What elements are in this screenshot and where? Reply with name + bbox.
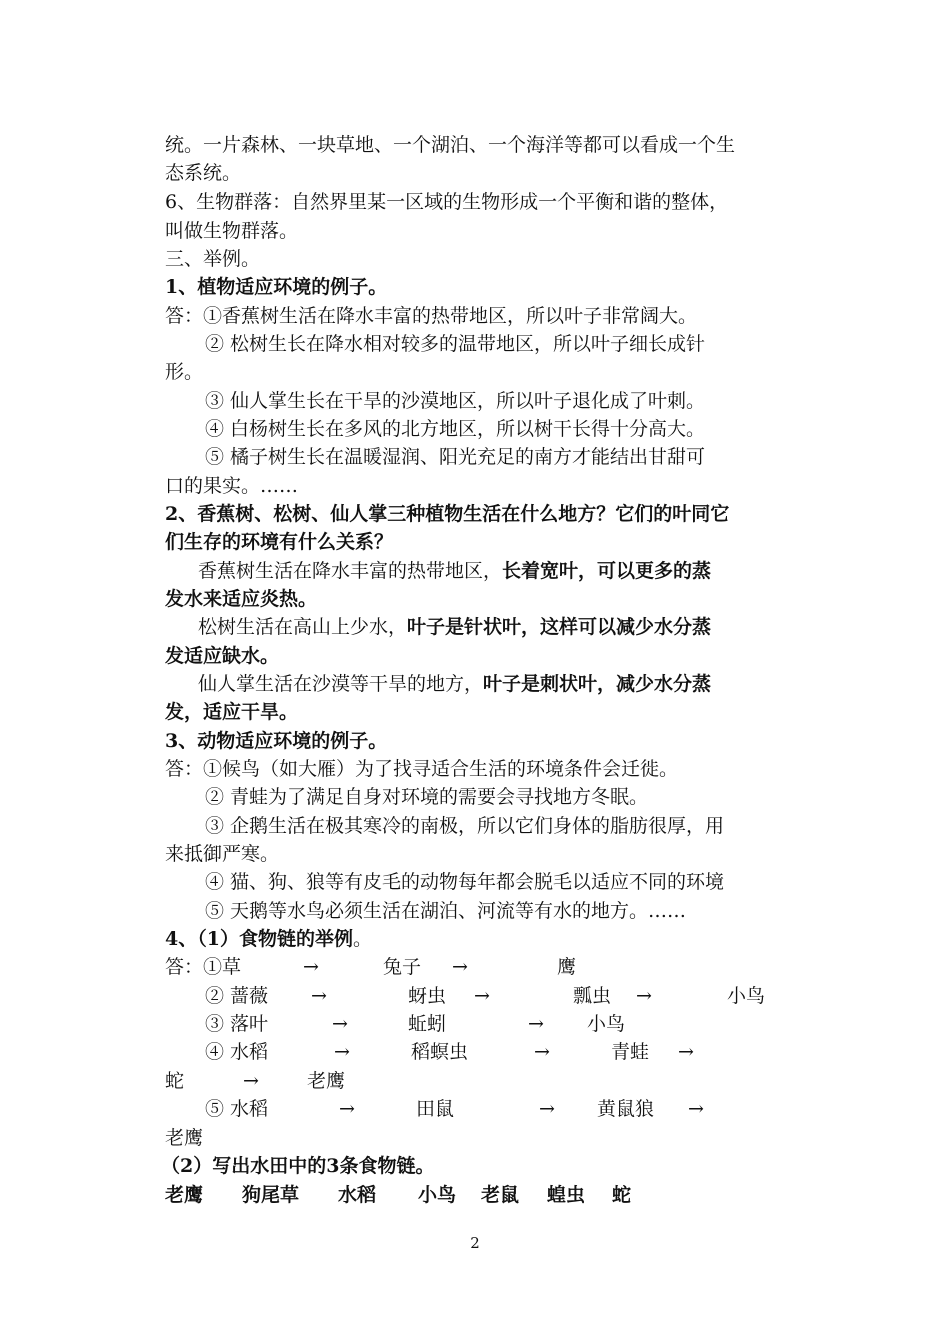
answer-emphasis: 发水来适应炎热。 — [165, 588, 318, 610]
text-line: 6、生物群落：自然界里某一区域的生物形成一个平衡和谐的整体， — [165, 191, 729, 213]
answer-emphasis: 叶子是刺状叶，减少水分蒸 — [483, 673, 712, 695]
chain-item: ② 蔷薇 — [205, 985, 269, 1007]
answer-line: 形。 — [165, 361, 204, 383]
answer-line: ② 青蛙为了满足自身对环境的需要会寻找地方冬眠。 — [205, 786, 649, 808]
answer-line: ⑤ 橘子树生长在温暖湿润、阳光充足的南方才能结出甘甜可 — [205, 446, 706, 468]
chain-item: ⑤ 水稻 — [205, 1098, 269, 1120]
answer-emphasis: 发适应缺水。 — [165, 645, 280, 667]
answer-line: 口的果实。…… — [165, 475, 299, 497]
text-line: 态系统。 — [165, 162, 242, 184]
answer-text: 香蕉树生活在降水丰富的热带地区， — [198, 560, 503, 582]
chain-item: 瓢虫 — [573, 985, 612, 1007]
arrow-icon: → — [303, 956, 319, 978]
answer-line: 答：①香蕉树生活在降水丰富的热带地区，所以叶子非常阔大。 — [165, 305, 698, 327]
question-heading-text: 4、（1）食物链的举例 — [165, 928, 353, 950]
chain-item: 蚜虫 — [408, 985, 447, 1007]
arrow-icon: → — [534, 1041, 550, 1063]
chain-item: 答：①草 — [165, 956, 242, 978]
answer-line: ③ 仙人掌生长在干旱的沙漠地区，所以叶子退化成了叶刺。 — [205, 390, 706, 412]
answer-line: ④ 猫、狗、狼等有皮毛的动物每年都会脱毛以适应不同的环境 — [205, 871, 725, 893]
chain-item: 老鹰 — [165, 1127, 204, 1149]
chain-item: 青蛙 — [611, 1041, 650, 1063]
question-heading — [165, 925, 372, 953]
answer-line: 答：①候鸟（如大雁）为了找寻适合生活的环境条件会迁徙。 — [165, 758, 679, 780]
answer-emphasis: 叶子是针状叶，这样可以减少水分蒸 — [407, 616, 712, 638]
chain-item: 田鼠 — [416, 1098, 455, 1120]
arrow-icon: → — [339, 1098, 355, 1120]
chain-item: 兔子 — [383, 956, 422, 978]
answer-line: ③ 企鹅生活在极其寒冷的南极，所以它们身体的脂肪很厚，用 — [205, 815, 725, 837]
arrow-icon: → — [474, 985, 490, 1007]
answer-line: ④ 白杨树生长在多风的北方地区，所以树干长得十分高大。 — [205, 418, 706, 440]
answer-line: ② 松树生长在降水相对较多的温带地区，所以叶子细长成针 — [205, 333, 706, 355]
organism-item: 老鹰 — [165, 1184, 204, 1206]
question-heading: 1、植物适应环境的例子。 — [165, 276, 388, 298]
answer-emphasis: 发，适应干旱。 — [165, 701, 299, 723]
arrow-icon: → — [636, 985, 652, 1007]
question-heading: 2、香蕉树、松树、仙人掌三种植物生活在什么地方？它们的叶同它 — [165, 503, 730, 525]
chain-item: 稻螟虫 — [411, 1041, 469, 1063]
text-line: 叫做生物群落。 — [165, 220, 299, 242]
arrow-icon: → — [334, 1041, 350, 1063]
answer-line: ⑤ 天鹅等水鸟必须生活在湖泊、河流等有水的地方。…… — [205, 900, 687, 922]
question-heading: 们生存的环境有什么关系？ — [165, 531, 394, 553]
organism-item: 蝗虫 — [547, 1184, 586, 1206]
page-number: 2 — [470, 1234, 480, 1252]
arrow-icon: → — [452, 956, 468, 978]
chain-item: 老鹰 — [307, 1070, 346, 1092]
chain-item: ④ 水稻 — [205, 1041, 269, 1063]
answer-line: 来抵御严寒。 — [165, 843, 280, 865]
arrow-icon: → — [332, 1013, 348, 1035]
answer-text: 仙人掌生活在沙漠等干旱的地方， — [198, 673, 484, 695]
question-heading: （2）写出水田中的3条食物链。 — [161, 1155, 435, 1177]
organism-item: 蛇 — [612, 1184, 632, 1206]
organism-item: 水稻 — [338, 1184, 377, 1206]
chain-item: 鹰 — [557, 956, 577, 978]
arrow-icon: → — [539, 1098, 555, 1120]
chain-item: 蚯蚓 — [408, 1013, 447, 1035]
chain-item: 蛇 — [165, 1070, 185, 1092]
arrow-icon: → — [311, 985, 327, 1007]
chain-item: ③ 落叶 — [205, 1013, 269, 1035]
question-heading-period: 。 — [352, 928, 372, 950]
organism-item: 狗尾草 — [242, 1184, 300, 1206]
answer-emphasis: 长着宽叶，可以更多的蒸 — [502, 560, 712, 582]
question-heading: 3、动物适应环境的例子。 — [165, 730, 388, 752]
arrow-icon: → — [243, 1070, 259, 1092]
answer-line — [198, 670, 711, 698]
answer-line — [198, 557, 711, 585]
arrow-icon: → — [678, 1041, 694, 1063]
organism-item: 小鸟 — [418, 1184, 457, 1206]
text-line: 统。一片森林、一块草地、一个湖泊、一个海洋等都可以看成一个生 — [165, 134, 736, 156]
answer-text: 松树生活在高山上少水， — [198, 616, 408, 638]
chain-item: 黄鼠狼 — [597, 1098, 655, 1120]
organism-item: 老鼠 — [481, 1184, 520, 1206]
chain-item: 小鸟 — [587, 1013, 626, 1035]
chain-item: 小鸟 — [727, 985, 766, 1007]
arrow-icon: → — [528, 1013, 544, 1035]
section-heading: 三、举例。 — [165, 248, 261, 270]
arrow-icon: → — [688, 1098, 704, 1120]
answer-line — [198, 613, 711, 641]
